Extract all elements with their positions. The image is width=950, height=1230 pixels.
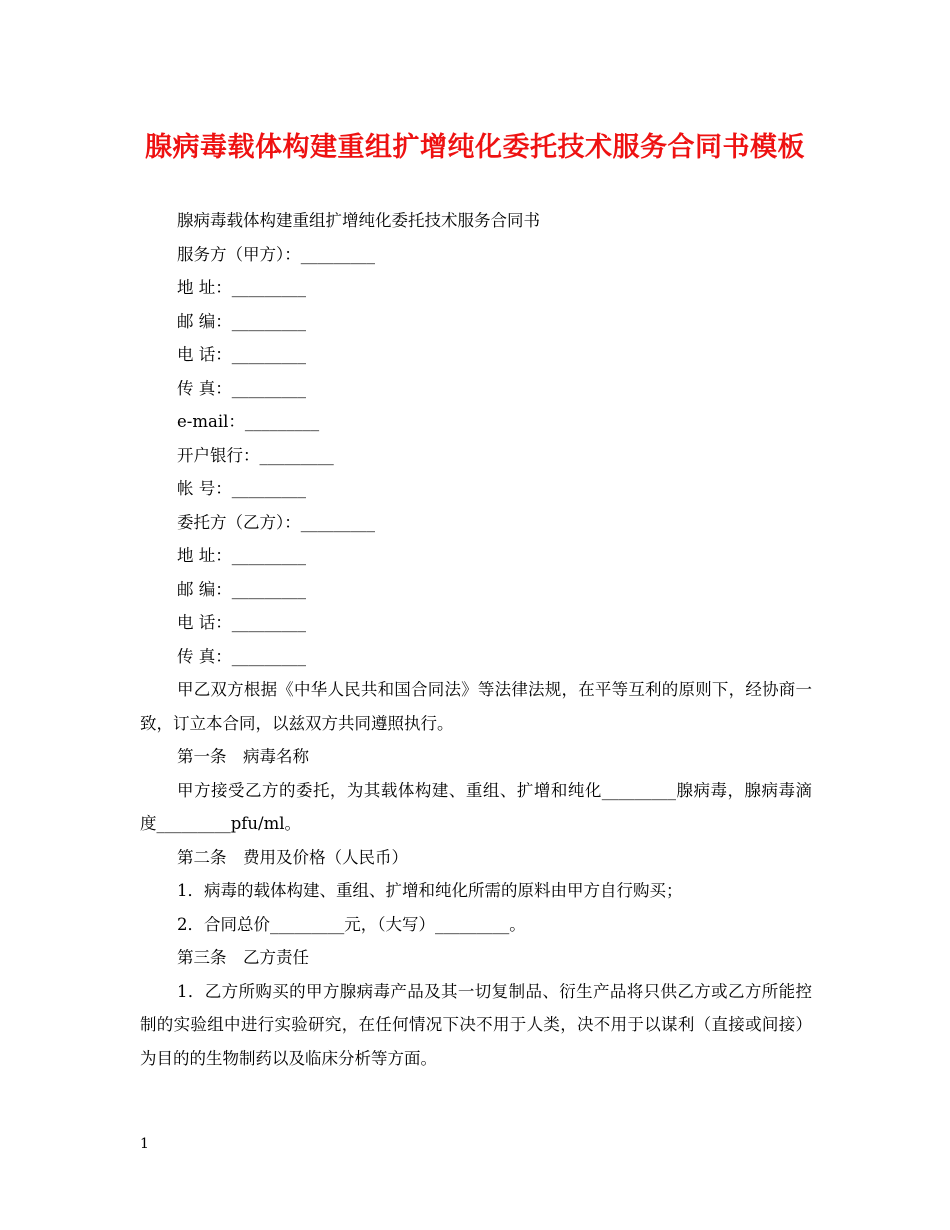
document-title: 腺病毒载体构建重组扩增纯化委托技术服务合同书模板	[145, 132, 805, 163]
contract-subtitle: 腺病毒载体构建重组扩增纯化委托技术服务合同书	[177, 211, 540, 230]
party-b-postcode-field: 邮 编：_________	[177, 579, 306, 599]
party-b-address-field: 地 址：_________	[177, 546, 306, 565]
party-b-name-field: 委托方（乙方）：_________	[177, 512, 375, 532]
party-b-phone-field: 电 话：_________	[177, 613, 306, 632]
article-1-text: 甲方接受乙方的委托，为其载体构建、重组、扩增和纯化_________腺病毒，腺病毒滴度_________pfu/ml。	[140, 780, 812, 833]
article-2-heading: 第二条 费用及价格（人民币）	[177, 847, 408, 867]
party-a-name-field: 服务方（甲方）：_________	[177, 244, 375, 264]
document-body	[140, 204, 812, 1075]
article-1-heading: 第一条 病毒名称	[177, 747, 309, 766]
article-3-heading: 第三条 乙方责任	[177, 948, 309, 967]
party-b-fax-field: 传 真：_________	[177, 646, 306, 666]
page-number: 1	[140, 1136, 149, 1152]
party-a-address-field: 地 址：_________	[177, 278, 306, 297]
party-a-phone-field: 电 话：_________	[177, 345, 306, 364]
party-a-fax-field: 传 真：_________	[177, 378, 306, 398]
article-2-item-1: 1．病毒的载体构建、重组、扩增和纯化所需的原料由甲方自行购买；	[177, 881, 683, 900]
party-a-email-field: e-mail：_________	[177, 412, 320, 431]
party-a-postcode-field: 邮 编：_________	[177, 311, 306, 331]
preamble-paragraph: 甲乙双方根据《中华人民共和国合同法》等法律法规，在平等互利的原则下，经协商一致，订立本合同，以兹双方共同遵照执行。	[140, 680, 812, 733]
article-3-item-1: 1．乙方所购买的甲方腺病毒产品及其一切复制品、衍生产品将只供乙方或乙方所能控制的实验组中进行实验研究，在任何情况下决不用于人类，决不用于以谋利（直接或间接）为目的的生物制药以及临床分析等方面。	[140, 981, 812, 1068]
party-a-account-field: 帐 号：_________	[177, 479, 306, 498]
party-a-bank-field: 开户银行：_________	[177, 445, 334, 465]
article-2-item-2: 2．合同总价_________元，（大写）_________。	[177, 914, 526, 934]
